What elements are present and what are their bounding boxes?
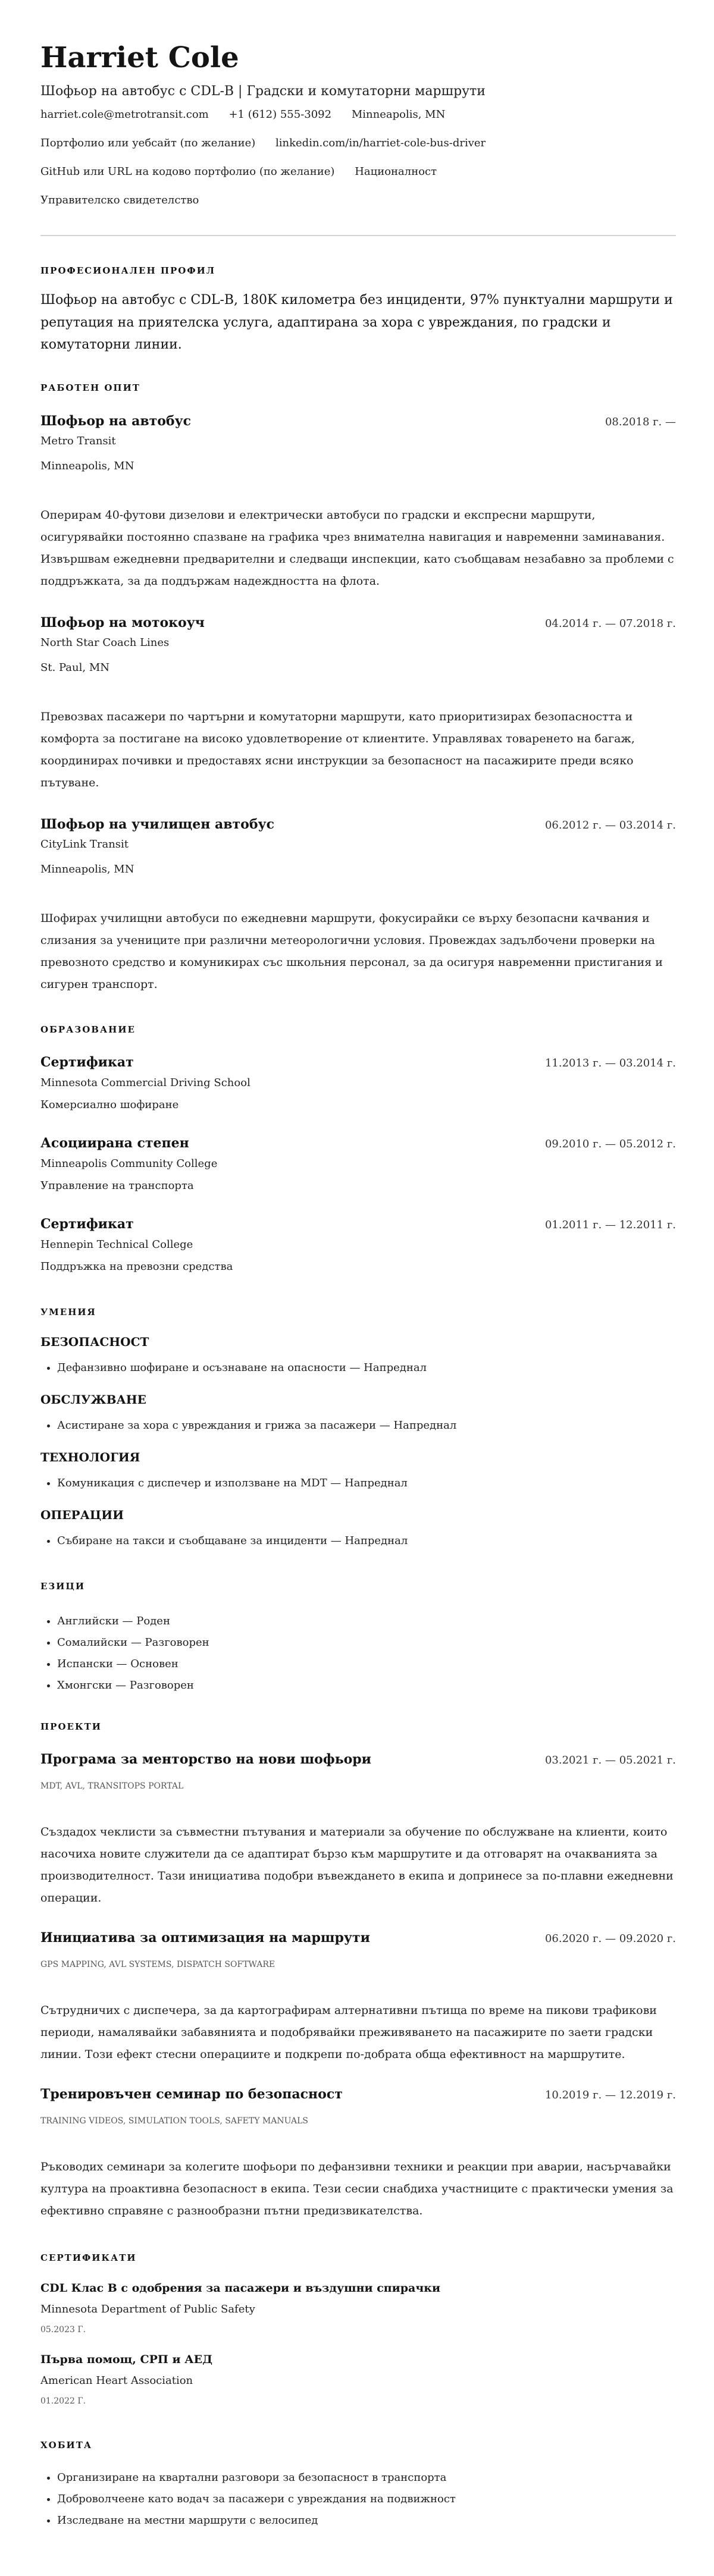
hobby-item: • Изследване на местни маршрути с велосипед bbox=[57, 2510, 676, 2531]
contact-location: Minneapolis, MN bbox=[351, 108, 446, 121]
projects-section bbox=[40, 1721, 676, 2222]
project-entry bbox=[40, 2085, 676, 2222]
degree-title: Сертификат bbox=[40, 1216, 134, 1232]
certifications-section bbox=[40, 2252, 676, 2407]
section-title: ЕЗИЦИ bbox=[40, 1580, 86, 1592]
candidate-name: Harriet Cole bbox=[40, 41, 239, 74]
hobbies-section bbox=[40, 2439, 676, 2531]
entry-date: 09.2010 г. — 05.2012 г. bbox=[544, 1137, 676, 1150]
certification-entry bbox=[40, 2280, 676, 2336]
contact-nationality: Националност bbox=[355, 165, 437, 178]
skill-list bbox=[40, 1474, 676, 1492]
entry-date: 03.2021 г. — 05.2021 г. bbox=[544, 1753, 676, 1767]
entry-header bbox=[40, 2085, 676, 2104]
field-of-study: Поддръжка на превозни средства bbox=[40, 1260, 233, 1273]
project-tech: TRAINING VIDEOS, SIMULATION TOOLS, SAFETY MANUALS bbox=[40, 2116, 308, 2126]
company-name: Metro Transit bbox=[40, 434, 116, 447]
language-item: • Английски — Роден bbox=[57, 1611, 676, 1632]
skill-list bbox=[40, 1359, 676, 1377]
experience-section bbox=[40, 382, 676, 996]
skill-category: ОПЕРАЦИИ bbox=[40, 1507, 124, 1522]
job-location: Minneapolis, MN bbox=[40, 459, 134, 472]
job-description: Оперирам 40-футови дизелови и електрически автобуси по градски и експресни маршрути, осигурявайки постоянно спазване на графика чрез внимателна навигация и навременни заминавания. Извършвам ежедневни предварителни и следващи инспекции, като съобщавам незабавно за проблеми с поддръжката, за да поддържам надеждността на флота. bbox=[40, 508, 674, 588]
certification-name: CDL Клас B с одобрения за пасажери и въздушни спирачки bbox=[40, 2281, 441, 2295]
entry-header bbox=[40, 1750, 676, 1769]
certification-date: 05.2023 Г. bbox=[40, 2324, 86, 2335]
education-section bbox=[40, 1024, 676, 1276]
project-tech: GPS MAPPING, AVL SYSTEMS, DISPATCH SOFTWARE bbox=[40, 1959, 275, 1969]
languages-section bbox=[40, 1580, 676, 1696]
section-title: ПРОЕКТИ bbox=[40, 1721, 102, 1732]
certification-issuer: Minnesota Department of Public Safety bbox=[40, 2302, 255, 2315]
degree-title: Сертификат bbox=[40, 1054, 134, 1070]
header-divider bbox=[40, 235, 676, 236]
hobbies-list bbox=[40, 2467, 676, 2531]
language-item: • Сомалийски — Разговорен bbox=[57, 1632, 676, 1653]
entry-date: 06.2012 г. — 03.2014 г. bbox=[544, 818, 676, 832]
skill-list bbox=[40, 1532, 676, 1550]
entry-date: 06.2020 г. — 09.2020 г. bbox=[544, 1932, 676, 1945]
project-entry bbox=[40, 1750, 676, 1909]
job-description: Превозвах пасажери по чартърни и комутаторни маршрути, като приоритизирах безопасността и комфорта за постигане на високо удовлетворение от клиентите. Управлявах товаренето на багаж, координирах почивки и предоставях ясни инструкции за безопасност на пасажирите преди всяко пътуване. bbox=[40, 710, 635, 789]
skill-list bbox=[40, 1417, 676, 1435]
skill-category: БЕЗОПАСНОСТ bbox=[40, 1334, 149, 1349]
contact-row bbox=[40, 129, 676, 158]
job-title: Шофьор на автобус bbox=[40, 413, 192, 429]
candidate-headline: Шофьор на автобус с CDL-B | Градски и комутаторни маршрути bbox=[40, 84, 486, 99]
contact-phone[interactable]: +1 (612) 555-3092 bbox=[228, 108, 332, 121]
degree-title: Асоциирана степен bbox=[40, 1135, 189, 1151]
resume-page bbox=[40, 0, 676, 2531]
section-title: ОБРАЗОВАНИЕ bbox=[40, 1024, 136, 1035]
skill-item: • Събиране на такси и съобщаване за инциденти — Напреднал bbox=[57, 1532, 676, 1550]
project-title: Програма за менторство на нови шофьори bbox=[40, 1751, 371, 1767]
contact-portfolio: Портфолио или уебсайт (по желание) bbox=[40, 137, 256, 149]
job-entry bbox=[40, 614, 676, 794]
entry-date: 11.2013 г. — 03.2014 г. bbox=[544, 1056, 676, 1069]
entry-header bbox=[40, 1053, 676, 1072]
job-location: St. Paul, MN bbox=[40, 661, 110, 674]
project-description: Сътрудничих с диспечера, за да картографирам алтернативни пътища по време на пикови трафикови периоди, намалявайки забавянията и подобрявайки преживяването на пасажирите по заети градски линии. Този ефект стесни операциите и подкрепи по-добрата обща ефективност на маршрутите. bbox=[40, 2003, 657, 2061]
project-tech: MDT, AVL, TRANSITOPS PORTAL bbox=[40, 1781, 184, 1791]
job-title: Шофьор на мотокоуч bbox=[40, 614, 205, 630]
entry-header bbox=[40, 1929, 676, 1948]
school-name: Hennepin Technical College bbox=[40, 1238, 193, 1251]
entry-header bbox=[40, 412, 676, 431]
field-of-study: Комерсиално шофиране bbox=[40, 1098, 179, 1111]
school-name: Minneapolis Community College bbox=[40, 1157, 218, 1170]
languages-list bbox=[40, 1611, 676, 1696]
hobby-item: • Доброволчеене като водач за пасажери с увреждания на подвижност bbox=[57, 2489, 676, 2510]
entry-header bbox=[40, 815, 676, 834]
entry-header bbox=[40, 614, 676, 633]
section-title: СЕРТИФИКАТИ bbox=[40, 2252, 137, 2263]
contact-github: GitHub или URL на кодово портфолио (по желание) bbox=[40, 165, 335, 178]
certification-issuer: American Heart Association bbox=[40, 2374, 193, 2387]
language-item: • Испански — Основен bbox=[57, 1653, 676, 1675]
company-name: North Star Coach Lines bbox=[40, 636, 170, 649]
entry-date: 01.2011 г. — 12.2011 г. bbox=[544, 1218, 676, 1231]
section-title: ХОБИТА bbox=[40, 2439, 93, 2451]
job-title: Шофьор на училищен автобус bbox=[40, 816, 274, 832]
certification-entry bbox=[40, 2352, 676, 2407]
job-description: Шофирах училищни автобуси по ежедневни маршрути, фокусирайки се върху безопасни качвания и слизания за учениците при различни метеорологични условия. Провеждах задълбочени проверки на превозното средство и комуникирах със школьния персонал, за да осигуря навременни пристигания и сигурен транспорт. bbox=[40, 911, 663, 991]
job-entry bbox=[40, 412, 676, 592]
project-title: Инициатива за оптимизация на маршрути bbox=[40, 1929, 370, 1946]
skill-item: • Комуникация с диспечер и използване на MDT — Напреднал bbox=[57, 1474, 676, 1492]
language-item: • Хмонгски — Разговорен bbox=[57, 1675, 676, 1696]
skill-item: • Дефанзивно шофиране и осъзнаване на опасности — Напреднал bbox=[57, 1359, 676, 1377]
field-of-study: Управление на транспорта bbox=[40, 1179, 194, 1192]
skill-item: • Асистиране за хора с увреждания и грижа за пасажери — Напреднал bbox=[57, 1417, 676, 1435]
job-location: Minneapolis, MN bbox=[40, 862, 134, 876]
contact-linkedin[interactable]: linkedin.com/in/harriet-cole-bus-driver bbox=[275, 137, 486, 149]
contact-row bbox=[40, 186, 676, 215]
project-title: Тренировъчен семинар по безопасност bbox=[40, 2086, 343, 2102]
education-entry bbox=[40, 1215, 676, 1276]
hobby-item: • Организиране на квартални разговори за безопасност в транспорта bbox=[57, 2467, 676, 2489]
skill-category: ОБСЛУЖВАНЕ bbox=[40, 1392, 146, 1407]
project-entry bbox=[40, 1929, 676, 2066]
project-description: Ръководих семинари за колегите шофьори по дефанзивни техники и реакции при аварии, насърчавайки култура на проактивна безопасност в екипа. Тези сесии снабдиха участниците с практически умения за ефективно справяне с разнообразни пътни предизвикателства. bbox=[40, 2160, 674, 2217]
section-title: УМЕНИЯ bbox=[40, 1306, 96, 1317]
summary-section bbox=[40, 265, 676, 356]
contact-row bbox=[40, 101, 676, 129]
entry-date: 08.2018 г. — bbox=[605, 415, 676, 428]
section-title: ПРОФЕСИОНАЛЕН ПРОФИЛ bbox=[40, 265, 216, 276]
job-entry bbox=[40, 815, 676, 996]
education-entry bbox=[40, 1053, 676, 1114]
skills-section bbox=[40, 1306, 676, 1550]
certification-name: Първа помощ, СРП и АЕД bbox=[40, 2352, 212, 2366]
contact-license: Управителско свидетелство bbox=[40, 194, 199, 206]
school-name: Minnesota Commercial Driving School bbox=[40, 1076, 250, 1089]
entry-date: 10.2019 г. — 12.2019 г. bbox=[544, 2088, 676, 2101]
section-title: РАБОТЕН ОПИТ bbox=[40, 382, 140, 393]
resume-header bbox=[40, 41, 676, 215]
entry-date: 04.2014 г. — 07.2018 г. bbox=[544, 617, 676, 630]
education-entry bbox=[40, 1134, 676, 1195]
summary-text: Шофьор на автобус с CDL-B, 180K километра без инциденти, 97% пунктуални маршрути и репутация на приятелска услуга, адаптирана за хора с увреждания, по градски и комутаторни линии. bbox=[40, 293, 673, 352]
entry-header bbox=[40, 1215, 676, 1234]
certification-date: 01.2022 Г. bbox=[40, 2396, 86, 2406]
entry-header bbox=[40, 1134, 676, 1153]
project-description: Създадох чеклисти за съвместни пътувания и материали за обучение по обслужване на клиенти, които насочиха новите служители да се адаптират бързо към маршрутите и да отговарят на очакванията за производителност. Тази инициатива подобри въвеждането в екипа и допринесе за по-плавни ежедневни операции. bbox=[40, 1825, 674, 1904]
company-name: CityLink Transit bbox=[40, 837, 129, 851]
contact-email[interactable]: harriet.cole@metrotransit.com bbox=[40, 108, 209, 121]
contact-row bbox=[40, 158, 676, 186]
skill-category: ТЕХНОЛОГИЯ bbox=[40, 1449, 140, 1464]
